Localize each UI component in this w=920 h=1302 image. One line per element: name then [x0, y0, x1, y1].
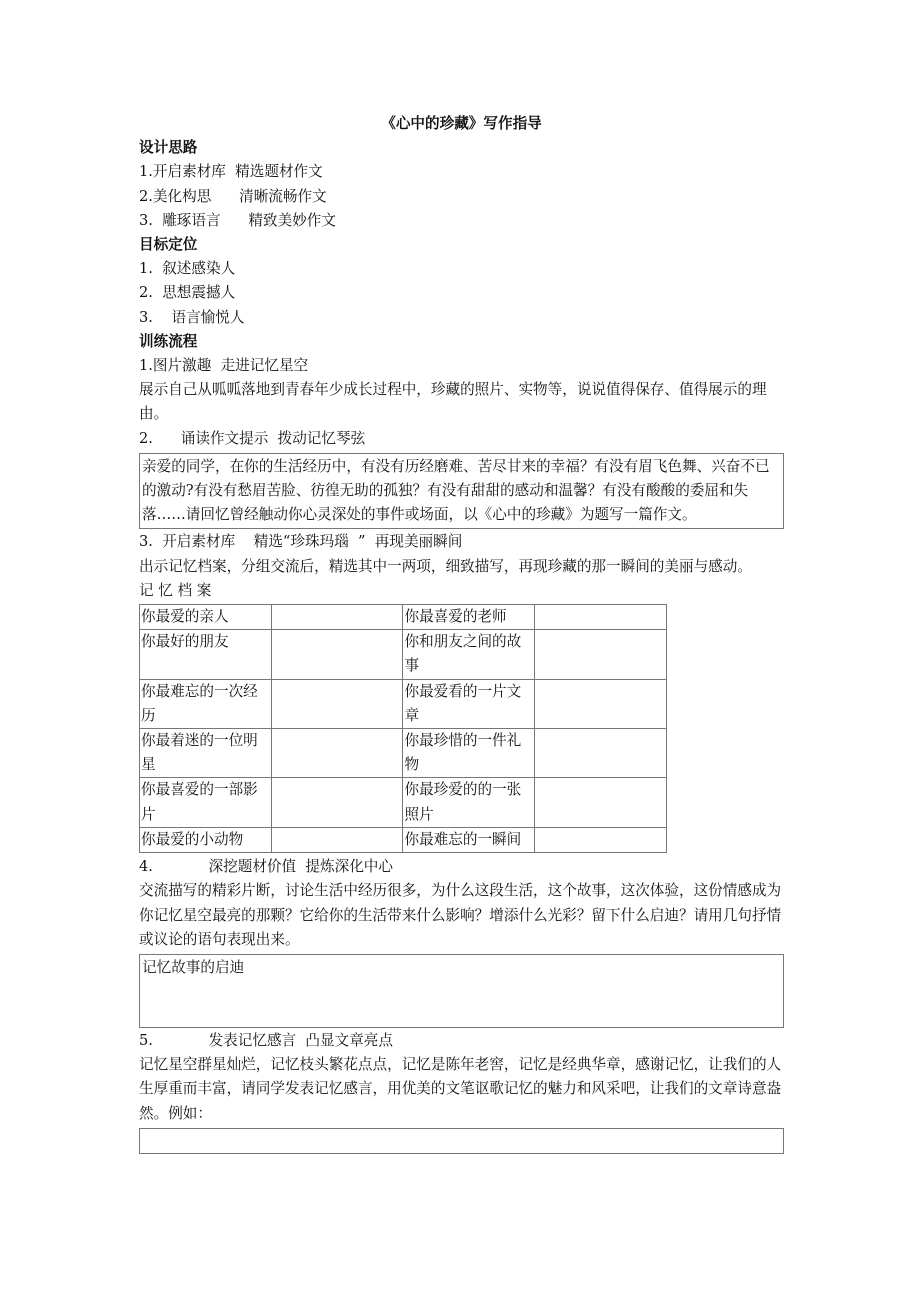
step5-text: 记忆星空群星灿烂，记忆枝头繁花点点，记忆是陈年老窖，记忆是经典华章，感谢记忆，让我们的人生厚重而丰富，请同学发表记忆感言，用优美的文笔讴歌记忆的魅力和风采吧，让我们的文章诗意盎然。例如： — [139, 1056, 782, 1122]
table-input-cell[interactable] — [271, 605, 403, 630]
table-input-cell[interactable] — [271, 679, 403, 728]
step1-text: 展示自己从呱呱落地到青春年少成长过程中，珍藏的照片、实物等，说说值得保存、值得展示的理由。 — [139, 381, 767, 423]
step4-text: 交流描写的精彩片断，讨论生活中经历很多，为什么这段生活，这个故事，这次体验，这份情感成为你记忆星空最亮的那颗？它给你的生活带来什么影响？增添什么光彩？留下什么启迪？请用几句抒情或议论的语句表现出来。 — [139, 882, 782, 948]
step4-title: 4. 深挖题材价值 提炼深化中心 — [139, 858, 393, 876]
prompt-box: 亲爱的同学，在你的生活经历中，有没有历经磨难、苦尽甘来的幸福？有没有眉飞色舞、兴奋不已的激动?有没有愁眉苦脸、彷徨无助的孤独？有没有甜甜的感动和温馨？有没有酸酸的委屈和失落……请回忆曾经触动你心灵深处的事件或场面，以《心中的珍藏》为题写一篇作文。 — [139, 453, 784, 530]
table-label-cell: 你最好的朋友 — [140, 630, 272, 679]
table-input-cell[interactable] — [271, 778, 403, 827]
table-label-cell: 你最珍爱的的一张照片 — [403, 778, 535, 827]
table-row — [140, 778, 667, 827]
goal-item: 1. 叙述感染人 — [139, 260, 236, 278]
table-input-cell[interactable] — [535, 778, 667, 827]
table-input-cell[interactable] — [535, 630, 667, 679]
heading-design: 设计思路 — [139, 139, 198, 157]
table-label-cell: 你最爱的小动物 — [140, 827, 272, 852]
heading-goals: 目标定位 — [139, 236, 198, 254]
step5-title: 5. 发表记忆感言 凸显文章亮点 — [139, 1031, 393, 1049]
table-label-cell: 你最喜爱的一部影片 — [140, 778, 272, 827]
goal-item: 3. 语言愉悦人 — [139, 308, 245, 326]
example-box[interactable] — [139, 1128, 784, 1154]
document-title: 《心中的珍藏》写作指导 — [381, 115, 542, 132]
table-row — [140, 630, 667, 679]
table-input-cell[interactable] — [271, 729, 403, 778]
memory-table — [139, 604, 667, 853]
table-label-cell: 你最爱的亲人 — [140, 605, 272, 630]
table-row — [140, 679, 667, 728]
inspiration-box[interactable]: 记忆故事的启迪 — [139, 954, 784, 1028]
table-label-cell: 你最着迷的一位明星 — [140, 729, 272, 778]
table-input-cell[interactable] — [271, 630, 403, 679]
table-input-cell[interactable] — [535, 679, 667, 728]
table-label-cell: 你最爱看的一片文章 — [403, 679, 535, 728]
table-caption: 记 忆 档 案 — [139, 581, 212, 599]
design-item: 2.美化构思 清晰流畅作文 — [139, 187, 327, 205]
table-input-cell[interactable] — [535, 729, 667, 778]
table-label-cell: 你最珍惜的一件礼物 — [403, 729, 535, 778]
heading-training: 训练流程 — [139, 332, 198, 350]
goal-item: 2. 思想震撼人 — [139, 284, 236, 302]
table-input-cell[interactable] — [535, 827, 667, 852]
step1-title: 1.图片激趣 走进记忆星空 — [139, 357, 309, 375]
step3-text: 出示记忆档案，分组交流后，精选其中一两项，细致描写，再现珍藏的那一瞬间的美丽与感动。 — [139, 557, 752, 575]
document-page — [139, 112, 784, 1154]
table-label-cell: 你最难忘的一次经历 — [140, 679, 272, 728]
table-row — [140, 605, 667, 630]
table-label-cell: 你最难忘的一瞬间 — [403, 827, 535, 852]
table-label-cell: 你和朋友之间的故事 — [403, 630, 535, 679]
design-item: 3. 雕琢语言 精致美妙作文 — [139, 211, 336, 229]
table-input-cell[interactable] — [271, 827, 403, 852]
table-input-cell[interactable] — [535, 605, 667, 630]
step2-title: 2. 诵读作文提示 拨动记忆琴弦 — [139, 429, 366, 447]
design-item: 1.开启素材库 精选题材作文 — [139, 163, 323, 181]
step3-title: 3. 开启素材库 精选“珍珠玛瑙 ” 再现美丽瞬间 — [139, 533, 463, 551]
table-label-cell: 你最喜爱的老师 — [403, 605, 535, 630]
table-row — [140, 729, 667, 778]
table-row — [140, 827, 667, 852]
